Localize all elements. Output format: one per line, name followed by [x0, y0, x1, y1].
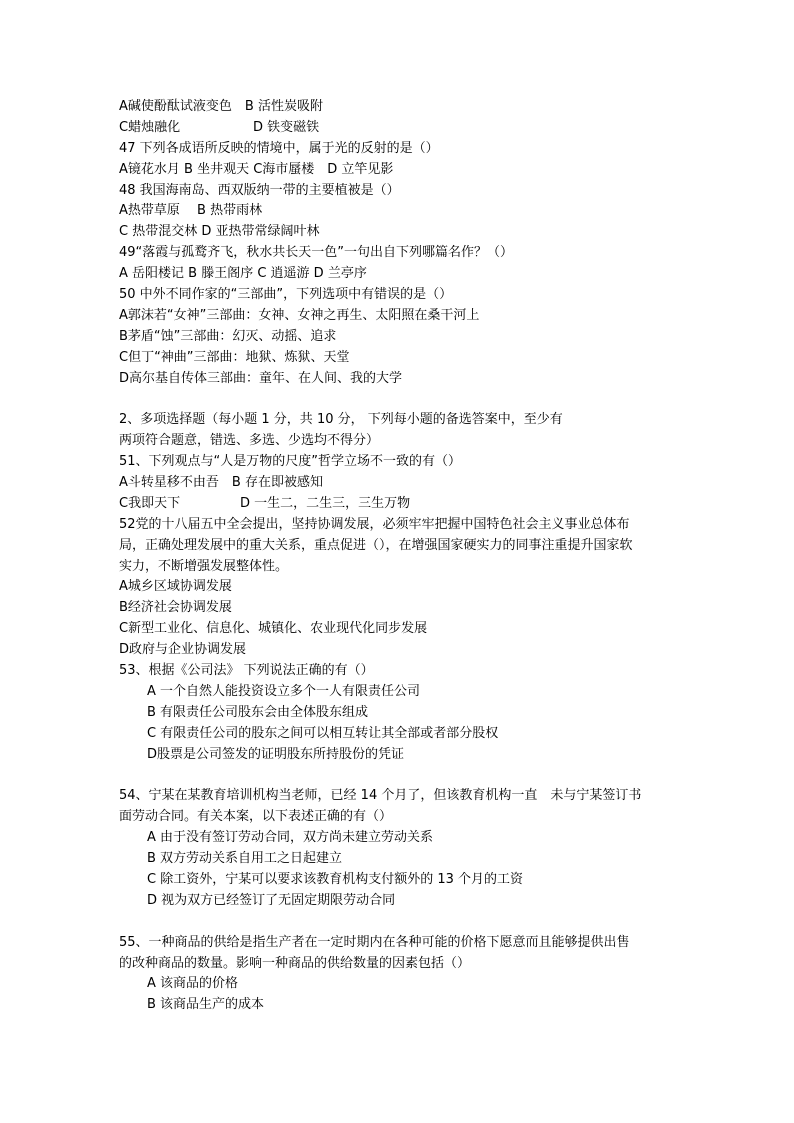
- q52-option-a: A城乡区域协调发展: [119, 579, 232, 595]
- q46-option-d: D 铁变磁铁: [253, 119, 320, 135]
- q50-option-c: C但丁“神曲”三部曲：地狱、炼狱、天堂: [119, 349, 350, 365]
- q54-option-d: D 视为双方已经签订了无固定期限劳动合同: [147, 892, 396, 908]
- section2-heading-line1: 2、多项选择题（每小题 1 分，共 10 分， 下列每小题的备选答案中，至少有: [119, 412, 563, 428]
- q46-option-c: C蜡烛融化: [119, 119, 181, 135]
- q52-option-d: D政府与企业协调发展: [119, 642, 247, 658]
- q51-options-row2: [119, 494, 679, 515]
- q52-stem-line2: 局，正确处理发展中的重大关系，重点促进（），在增强国家硬实力的同事注重提升国家软: [119, 537, 633, 553]
- q54-option-b: B 双方劳动关系自用工之日起建立: [147, 851, 343, 867]
- q52-stem-line3: 实力，不断增强发展整体性。: [119, 558, 289, 574]
- q48-options-row2: C 热带混交林 D 亚热带常绿阔叶林: [119, 224, 320, 240]
- spacer: [119, 766, 679, 787]
- q53-option-d: D股票是公司签发的证明股东所持股份的凭证: [147, 746, 405, 762]
- q50-option-a: A郭沫若“女神”三部曲：女神、女神之再生、太阳照在桑干河上: [119, 307, 480, 323]
- spacer: [119, 389, 679, 410]
- spacer: [119, 912, 679, 933]
- q55-stem-line1: 55、一种商品的供给是指生产者在一定时期内在各种可能的价格下愿意而且能够提供出售: [119, 934, 630, 950]
- q51-option-d: D 一生二，二生三，三生万物: [240, 495, 411, 511]
- q49-stem: 49“落霞与孤鹜齐飞，秋水共长天一色”一句出自下列哪篇名作？（）: [119, 245, 514, 261]
- q53-option-c: C 有限责任公司的股东之间可以相互转让其全部或者部分股权: [147, 725, 499, 741]
- section2-heading-line2: 两项符合题意，错选、多选、少选均不得分）: [119, 433, 380, 449]
- q50-option-d: D高尔基自传体三部曲：童年、在人间、我的大学: [119, 370, 403, 386]
- q54-option-c: C 除工资外，宁某可以要求该教育机构支付额外的 13 个月的工资: [147, 871, 524, 887]
- exam-content: [119, 97, 679, 1016]
- q54-stem-line2: 面劳动合同。有关本案，以下表述正确的有（）: [119, 809, 393, 825]
- q52-stem-line1: 52党的十八届五中全会提出，坚持协调发展，必须牢牢把握中国特色社会主义事业总体布: [119, 516, 630, 532]
- q50-stem: 50 中外不同作家的“三部曲”，下列选项中有错误的是（）: [119, 287, 453, 303]
- q55-stem-line2: 的改种商品的数量。影响一种商品的供给数量的因素包括（）: [119, 955, 471, 971]
- q53-option-a: A 一个自然人能投资设立多个一人有限责任公司: [147, 683, 421, 699]
- q51-options-row1: A斗转星移不由吾 B 存在即被感知: [119, 475, 323, 491]
- q47-stem: 47 下列各成语所反映的情境中，属于光的反射的是（）: [119, 140, 439, 156]
- q55-option-b: B 该商品生产的成本: [147, 997, 265, 1013]
- q50-option-b: B茅盾“蚀”三部曲：幻灭、动摇、追求: [119, 328, 337, 344]
- q54-stem-line1: 54、宁某在某教育培训机构当老师，已经 14 个月了，但该教育机构一直 未与宁某签订书: [119, 788, 642, 804]
- q46-options-row2: [119, 118, 679, 139]
- q53-stem: 53、根据《公司法》 下列说法正确的有（）: [119, 663, 374, 679]
- q46-options-row1: A碱使酚酞试液变色 B 活性炭吸附: [119, 99, 323, 114]
- q52-option-c: C新型工业化、信息化、城镇化、农业现代化同步发展: [119, 621, 428, 637]
- q53-option-b: B 有限责任公司股东会由全体股东组成: [147, 704, 369, 720]
- q48-stem: 48 我国海南岛、西双版纳一带的主要植被是（）: [119, 182, 400, 198]
- q55-option-a: A 该商品的价格: [147, 976, 239, 992]
- q54-option-a: A 由于没有签订劳动合同，双方尚未建立劳动关系: [147, 830, 434, 846]
- q51-stem: 51、下列观点与“人是万物的尺度”哲学立场不一致的有（）: [119, 454, 462, 470]
- q48-options-row1: A热带草原 B 热带雨林: [119, 203, 263, 219]
- q49-options: A 岳阳楼记 B 滕王阁序 C 逍遥游 D 兰亭序: [119, 266, 367, 282]
- q52-option-b: B经济社会协调发展: [119, 600, 232, 616]
- q47-options: A镜花水月 B 坐井观天 C海市蜃楼 D 立竿见影: [119, 161, 394, 177]
- q51-option-c: C我即天下: [119, 495, 181, 511]
